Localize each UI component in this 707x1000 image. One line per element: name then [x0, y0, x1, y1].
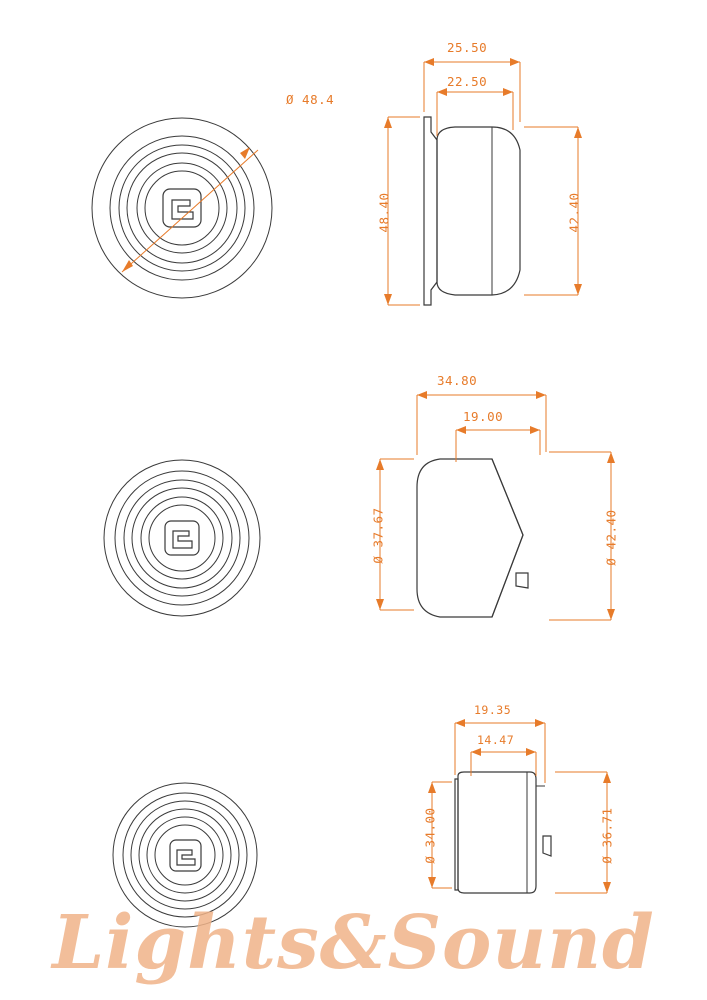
dim-3-top-inner: 14.47: [477, 733, 515, 747]
dim-1-left-height: 48.40: [376, 192, 392, 233]
dim-3-top-outer: 19.35: [474, 703, 512, 717]
dim-1-top-inner: 22.50: [447, 74, 488, 89]
dim-3-left-height: Ø 34.00: [422, 807, 438, 864]
dim-2-left-height: Ø 37.67: [370, 507, 386, 564]
dim-2-top-outer: 34.80: [437, 373, 478, 388]
dim-3-right-height: Ø 36.71: [599, 807, 615, 864]
dim-2-top-inner: 19.00: [463, 409, 504, 424]
front-view-3: [113, 783, 257, 927]
watermark: Lights&Sound: [52, 900, 655, 986]
dim-front-1-diameter: Ø 48.4: [286, 92, 335, 107]
dim-1-top-outer: 25.50: [447, 40, 488, 55]
dim-1-right-height: 42.40: [566, 192, 582, 233]
side-view-3: [428, 719, 611, 893]
dim-2-right-height: Ø 42.40: [603, 509, 619, 566]
